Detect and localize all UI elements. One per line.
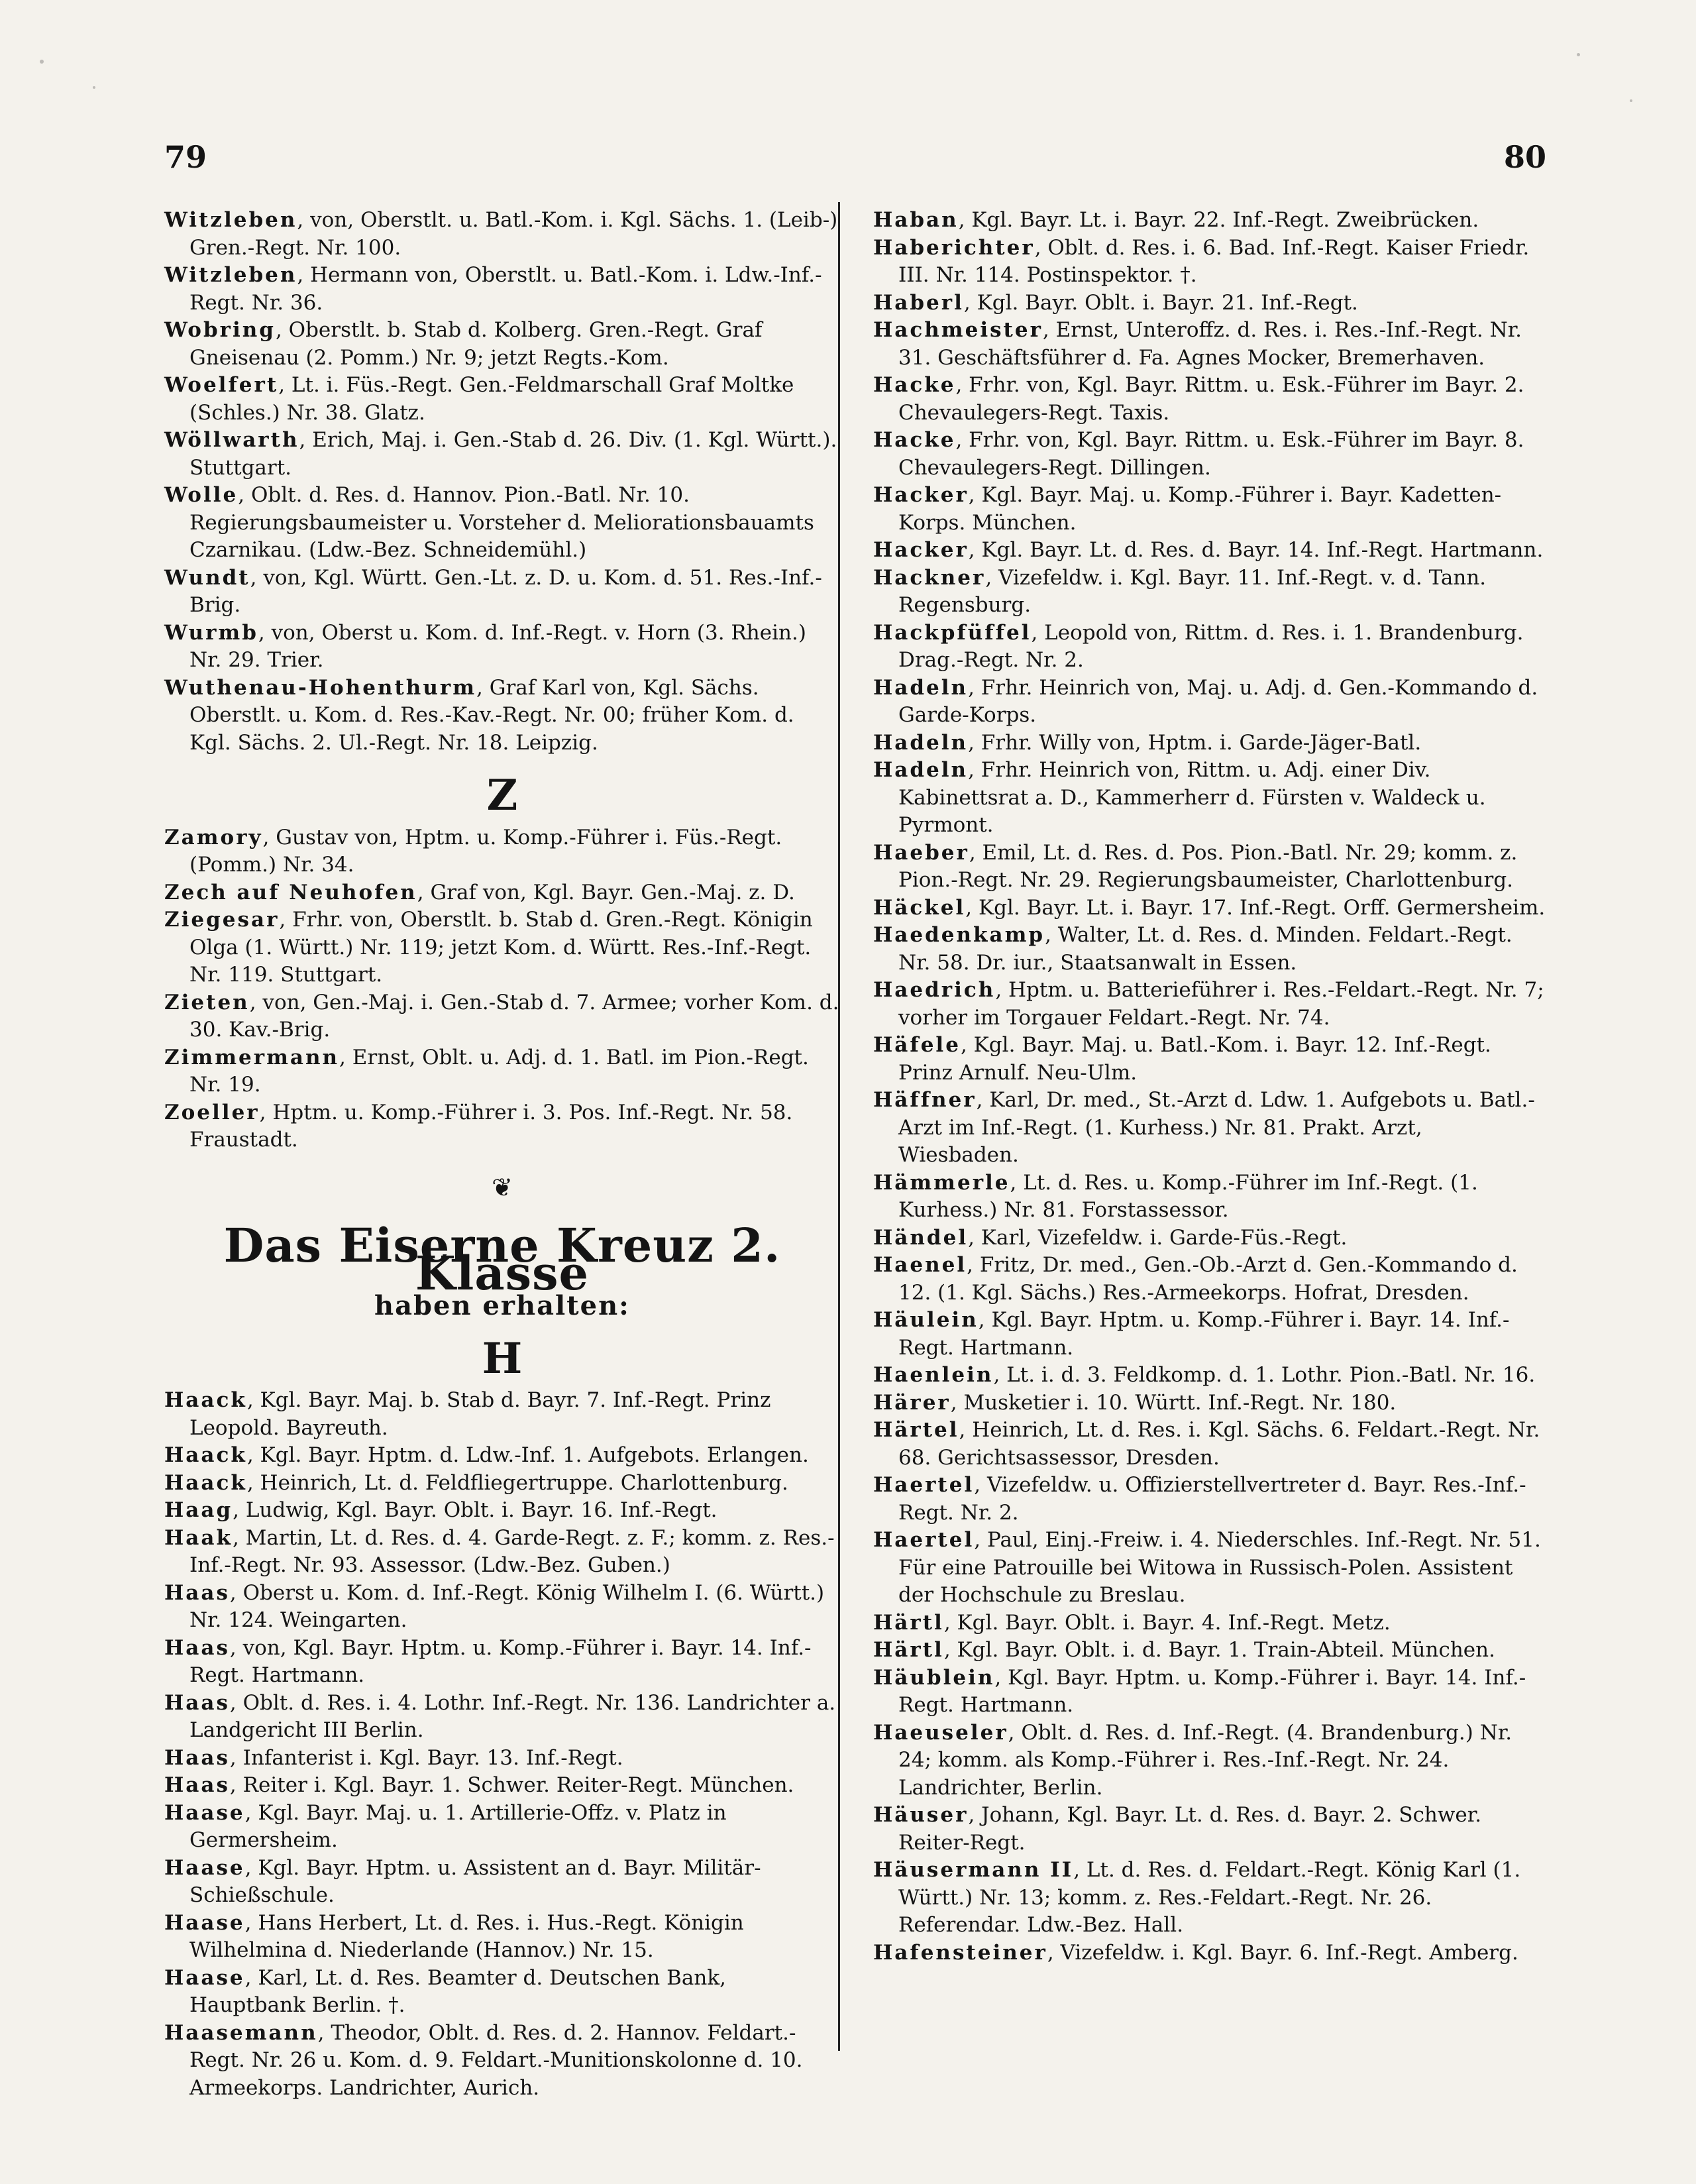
entry-text: , Kgl. Bayr. Lt. d. Res. d. Bayr. 14. Inf.-Regt. Hartmann. [968, 538, 1544, 562]
list-item [164, 675, 840, 757]
entry-name: Hämmerle [873, 1170, 1010, 1195]
list-item [164, 262, 840, 317]
list-item [873, 290, 1549, 317]
entry-name: Haak [164, 1525, 233, 1550]
list-item [873, 895, 1549, 922]
list-item [873, 207, 1549, 235]
entry-text: , Kgl. Bayr. Lt. i. Bayr. 22. Inf.-Regt. Zweibrücken. [958, 208, 1479, 232]
entry-name: Haedenkamp [873, 923, 1045, 947]
entry-name: Witzleben [164, 263, 297, 287]
entry-text: , Kgl. Bayr. Hptm. d. Ldw.-Inf. 1. Aufgebots. Erlangen. [246, 1443, 809, 1467]
list-item [164, 1387, 840, 1442]
list-item [164, 1965, 840, 2020]
entry-name: Härtel [873, 1418, 959, 1442]
entry-name: Haas [164, 1635, 230, 1660]
section-letter-z: Z [486, 771, 518, 820]
entry-name: Wundt [164, 565, 250, 590]
list-item [873, 1362, 1549, 1390]
list-item [873, 1252, 1549, 1307]
entry-text: , Frhr. von, Kgl. Bayr. Rittm. u. Esk.-Führer im Bayr. 8. Chevaulegers-Regt. Dillingen. [898, 428, 1524, 480]
entry-text: , Karl, Vizefeldw. i. Garde-Füs.-Regt. [968, 1225, 1348, 1250]
entry-name: Händel [873, 1225, 969, 1250]
entry-text: , Hermann von, Oberstlt. u. Batl.-Kom. i. Ldw.-Inf.-Regt. Nr. 36. [189, 263, 822, 315]
entry-text: , Oblt. d. Res. i. 4. Lothr. Inf.-Regt. Nr. 136. Landrichter a. Landgericht III Berlin. [189, 1690, 836, 1742]
list-item [873, 1472, 1549, 1527]
entry-name: Haenel [873, 1253, 967, 1277]
list-item [164, 482, 840, 565]
entry-name: Haas [164, 1745, 230, 1770]
list-item [873, 922, 1549, 977]
scan-speck [1630, 99, 1632, 102]
entry-text: , Fritz, Dr. med., Gen.-Ob.-Arzt d. Gen.-Kommando d. 12. (1. Kgl. Sächs.) Res.-Armeekorps. Hofrat, Dresden. [898, 1253, 1518, 1305]
entry-name: Ziegesar [164, 908, 280, 932]
list-item [164, 1044, 840, 1099]
entry-name: Haack [164, 1443, 247, 1467]
list-item [873, 1225, 1549, 1252]
entry-text: , von, Kgl. Württ. Gen.-Lt. z. D. u. Kom. d. 51. Res.-Inf.-Brig. [189, 565, 822, 617]
entry-name: Haban [873, 208, 959, 232]
list-item [164, 879, 840, 907]
list-item [873, 1637, 1549, 1665]
entry-text: , Lt. d. Res. d. Feldart.-Regt. König Karl (1. Württ.) Nr. 13; komm. z. Res.-Feldart.-Regt. Nr. 26. Referendar. Ldw.-Bez. Hall. [898, 1858, 1521, 1937]
list-item [873, 1390, 1549, 1417]
list-item [873, 675, 1549, 730]
entry-text: , Hptm. u. Komp.-Führer i. 3. Pos. Inf.-Regt. Nr. 58. Fraustadt. [189, 1100, 793, 1152]
entry-text: , Vizefeldw. i. Kgl. Bayr. 6. Inf.-Regt. Amberg. [1047, 1940, 1518, 1965]
ornament-icon: ❦ [492, 1172, 513, 1202]
list-item [873, 482, 1549, 537]
list-item [873, 372, 1549, 427]
list-item [873, 1857, 1549, 1939]
list-item [873, 977, 1549, 1032]
list-item [873, 730, 1549, 757]
entry-name: Haenlein [873, 1363, 994, 1387]
entry-text: , Frhr. Heinrich von, Rittm. u. Adj. einer Div. Kabinettsrat a. D., Kammerherr d. Fürsten v. Waldeck u. Pyrmont. [898, 758, 1486, 837]
list-item [164, 1690, 840, 1745]
entry-text: , Oblt. d. Res. i. 6. Bad. Inf.-Regt. Kaiser Friedr. III. Nr. 114. Postinspektor. †. [898, 235, 1530, 287]
entry-name: Haase [164, 1800, 245, 1825]
list-item [873, 427, 1549, 482]
list-item [873, 235, 1549, 290]
list-item [164, 565, 840, 620]
entry-text: , Frhr. Willy von, Hptm. i. Garde-Jäger-Batl. [968, 730, 1422, 755]
entry-text: , Erich, Maj. i. Gen.-Stab d. 26. Div. (1. Kgl. Württ.). Stuttgart. [189, 428, 837, 480]
entry-text: , Frhr. Heinrich von, Maj. u. Adj. d. Gen.-Kommando d. Garde-Korps. [898, 675, 1538, 727]
list-item [164, 1442, 840, 1470]
list-item [164, 1855, 840, 1910]
entry-name: Hacker [873, 483, 969, 507]
entry-name: Woelfert [164, 373, 279, 397]
entry-name: Häulein [873, 1308, 979, 1332]
entry-text: , Kgl. Bayr. Maj. u. 1. Artillerie-Offz. v. Platz in Germersheim. [189, 1800, 727, 1852]
entry-name: Haasemann [164, 2020, 318, 2045]
list-item [873, 840, 1549, 895]
list-item [873, 1032, 1549, 1087]
entry-list-z [164, 824, 840, 1154]
list-item [164, 1910, 840, 1965]
entry-name: Haag [164, 1498, 233, 1522]
entry-name: Haberichter [873, 235, 1035, 260]
list-item [873, 1802, 1549, 1857]
list-item [873, 1665, 1549, 1720]
section-letter-h: H [482, 1333, 523, 1384]
entry-name: Haeuseler [873, 1720, 1008, 1745]
entry-text: , Ernst, Oblt. u. Adj. d. 1. Batl. im Pion.-Regt. Nr. 19. [189, 1045, 809, 1097]
entry-list-h-left [164, 1387, 840, 2102]
entry-text: , Graf Karl von, Kgl. Sächs. Oberstlt. u. Kom. d. Res.-Kav.-Regt. Nr. 00; früher Kom. d. Kgl. Sächs. 2. Ul.-Regt. Nr. 18. Leipzig. [189, 675, 794, 755]
entry-text: , Lt. i. Füs.-Regt. Gen.-Feldmarschall Graf Moltke (Schles.) Nr. 38. Glatz. [189, 373, 794, 425]
entry-name: Witzleben [164, 208, 297, 232]
entry-text: , Frhr. von, Oberstlt. b. Stab d. Gren.-Regt. Königin Olga (1. Württ.) Nr. 119; jetzt Kom. d. Württ. Res.-Inf.-Regt. Nr. 119. Stuttgart. [189, 908, 813, 987]
entry-text: , Kgl. Bayr. Hptm. u. Assistent an d. Bayr. Militär-Schießschule. [189, 1855, 761, 1907]
entry-name: Zamory [164, 825, 263, 849]
entry-name: Haase [164, 1965, 245, 1990]
entry-text: , Lt. d. Res. u. Komp.-Führer im Inf.-Regt. (1. Kurhess.) Nr. 81. Forstassessor. [898, 1170, 1478, 1222]
entry-text: , Kgl. Bayr. Oblt. i. Bayr. 4. Inf.-Regt. Metz. [943, 1610, 1391, 1635]
entry-text: , von, Kgl. Bayr. Hptm. u. Komp.-Führer i. Bayr. 14. Inf.-Regt. Hartmann. [189, 1635, 812, 1687]
list-item [164, 372, 840, 427]
entry-text: , Infanterist i. Kgl. Bayr. 13. Inf.-Regt. [229, 1745, 623, 1770]
entry-text: , Kgl. Bayr. Maj. u. Batl.-Kom. i. Bayr. 12. Inf.-Regt. Prinz Arnulf. Neu-Ulm. [898, 1033, 1491, 1085]
list-item [873, 1610, 1549, 1637]
entry-text: , Kgl. Bayr. Lt. i. Bayr. 17. Inf.-Regt. Orff. Germersheim. [965, 895, 1546, 920]
list-item [873, 1087, 1549, 1170]
entry-name: Häfele [873, 1033, 961, 1057]
entry-text: , Oblt. d. Res. d. Hannov. Pion.-Batl. Nr. 10. Regierungsbaumeister u. Vorsteher d. Meliorationsbauamts Czarnikau. (Ldw.-Bez. Schneidemühl.) [189, 483, 814, 562]
list-item [164, 906, 840, 989]
entry-text: , Ernst, Unteroffz. d. Res. i. Res.-Inf.-Regt. Nr. 31. Geschäftsführer d. Fa. Agnes Mocker, Bremerhaven. [898, 318, 1522, 370]
entry-list-w [164, 207, 840, 757]
entry-text: , Heinrich, Lt. d. Feldfliegertruppe. Charlottenburg. [246, 1470, 788, 1495]
right-column [873, 207, 1549, 1967]
list-item [164, 1470, 840, 1498]
list-item [164, 317, 840, 372]
entry-text: , Emil, Lt. d. Res. d. Pos. Pion.-Batl. Nr. 29; komm. z. Pion.-Regt. Nr. 29. Regierungsbaumeister, Charlottenburg. [898, 840, 1518, 892]
list-item [164, 1772, 840, 1800]
section-subtitle: haben erhalten: [374, 1290, 630, 1321]
entry-name: Wöllwarth [164, 428, 299, 452]
list-item [873, 1417, 1549, 1472]
list-item [164, 427, 840, 482]
entry-text: , Oblt. d. Res. d. Inf.-Regt. (4. Brandenburg.) Nr. 24; komm. als Komp.-Führer i. Res.-Inf.-Regt. Nr. 24. Landrichter, Berlin. [898, 1720, 1512, 1800]
entry-text: , Kgl. Bayr. Maj. b. Stab d. Bayr. 7. Inf.-Regt. Prinz Leopold. Bayreuth. [189, 1388, 771, 1440]
entry-name: Zech auf Neuhofen [164, 880, 417, 904]
entry-text: , von, Oberst u. Kom. d. Inf.-Regt. v. Horn (3. Rhein.) Nr. 29. Trier. [189, 620, 806, 672]
entry-text: , von, Oberstlt. u. Batl.-Kom. i. Kgl. Sächs. 1. (Leib-) Gren.-Regt. Nr. 100. [189, 208, 838, 260]
entry-text: , Kgl. Bayr. Oblt. i. Bayr. 21. Inf.-Regt. [963, 290, 1358, 315]
entry-text: , Kgl. Bayr. Oblt. i. d. Bayr. 1. Train-Abteil. München. [943, 1638, 1495, 1662]
entry-list-h-right [873, 207, 1549, 1967]
entry-text: , Ludwig, Kgl. Bayr. Oblt. i. Bayr. 16. Inf.-Regt. [233, 1498, 717, 1522]
list-item [873, 1939, 1549, 1967]
entry-name: Wurmb [164, 620, 258, 645]
entry-name: Hadeln [873, 730, 969, 755]
entry-name: Haberl [873, 290, 964, 315]
entry-name: Haeber [873, 840, 969, 865]
entry-name: Zoeller [164, 1100, 260, 1124]
entry-name: Häckel [873, 895, 966, 920]
list-item [164, 1580, 840, 1635]
entry-text: , Vizefeldw. i. Kgl. Bayr. 11. Inf.-Regt. v. d. Tann. Regensburg. [898, 565, 1487, 617]
left-column [164, 207, 840, 2102]
scan-speck [40, 60, 44, 64]
entry-name: Haas [164, 1773, 230, 1797]
entry-text: , Gustav von, Hptm. u. Komp.-Führer i. Füs.-Regt. (Pomm.) Nr. 34. [189, 825, 782, 877]
list-item [164, 207, 840, 262]
entry-text: , von, Gen.-Maj. i. Gen.-Stab d. 7. Armee; vorher Kom. d. 30. Kav.-Brig. [189, 990, 839, 1042]
list-item [873, 537, 1549, 565]
list-item [164, 1525, 840, 1580]
entry-text: , Leopold von, Rittm. d. Res. i. 1. Brandenburg. Drag.-Regt. Nr. 2. [898, 620, 1524, 672]
entry-name: Wolle [164, 483, 238, 507]
entry-text: , Oberst u. Kom. d. Inf.-Regt. König Wilhelm I. (6. Württ.) Nr. 124. Weingarten. [189, 1580, 825, 1632]
entry-text: , Karl, Lt. d. Res. Beamter d. Deutschen Bank, Hauptbank Berlin. †. [189, 1965, 726, 2017]
entry-text: , Vizefeldw. u. Offizierstellvertreter d. Bayr. Res.-Inf.-Regt. Nr. 2. [898, 1473, 1526, 1525]
list-item [873, 757, 1549, 840]
list-item [164, 2020, 840, 2102]
entry-name: Häublein [873, 1665, 995, 1690]
entry-name: Haertel [873, 1473, 975, 1497]
list-item [164, 989, 840, 1044]
entry-text: , Karl, Dr. med., St.-Arzt d. Ldw. 1. Aufgebots u. Batl.-Arzt im Inf.-Regt. (1. Kurhess.) Nr. 81. Prakt. Arzt, Wiesbaden. [898, 1088, 1535, 1167]
entry-text: , Heinrich, Lt. d. Res. i. Kgl. Sächs. 6. Feldart.-Regt. Nr. 68. Gerichtsassessor, Dresden. [898, 1418, 1540, 1470]
list-item [164, 1497, 840, 1525]
list-item [164, 1635, 840, 1690]
scan-speck [1577, 53, 1580, 56]
entry-text: , Theodor, Oblt. d. Res. d. 2. Hannov. Feldart.-Regt. Nr. 26 u. Kom. d. 9. Feldart.-Munitionskolonne d. 10. Armeekorps. Landrichter, Aurich. [189, 2020, 803, 2100]
entry-text: , Johann, Kgl. Bayr. Lt. d. Res. d. Bayr. 2. Schwer. Reiter-Regt. [898, 1803, 1482, 1855]
entry-text: , Musketier i. 10. Württ. Inf.-Regt. Nr. 180. [950, 1390, 1397, 1415]
entry-name: Hacke [873, 428, 956, 452]
entry-name: Haase [164, 1910, 245, 1935]
entry-name: Haas [164, 1580, 230, 1605]
entry-name: Hadeln [873, 675, 969, 700]
entry-text: , Oberstlt. b. Stab d. Kolberg. Gren.-Regt. Graf Gneisenau (2. Pomm.) Nr. 9; jetzt Regts.-Kom. [189, 318, 763, 370]
list-item [873, 1720, 1549, 1802]
entry-name: Hackner [873, 565, 986, 590]
entry-name: Wuthenau-Hohenthurm [164, 675, 477, 700]
entry-text: , Martin, Lt. d. Res. d. 4. Garde-Regt. z. F.; komm. z. Res.-Inf.-Regt. Nr. 93. Assessor. (Ldw.-Bez. Guben.) [189, 1525, 835, 1577]
page-number-right: 80 [1504, 139, 1547, 175]
list-item [873, 317, 1549, 372]
list-item [873, 1527, 1549, 1610]
entry-text: , Walter, Lt. d. Res. d. Minden. Feldart.-Regt. Nr. 58. Dr. iur., Staatsanwalt in Essen. [898, 923, 1512, 975]
entry-text: , Hans Herbert, Lt. d. Res. i. Hus.-Regt. Königin Wilhelmina d. Niederlande (Hannov.) Nr. 15. [189, 1910, 744, 1962]
entry-name: Hachmeister [873, 318, 1043, 342]
entry-name: Haedrich [873, 978, 996, 1002]
list-item [873, 1170, 1549, 1225]
entry-text: , Reiter i. Kgl. Bayr. 1. Schwer. Reiter-Regt. München. [229, 1773, 794, 1797]
list-item [873, 620, 1549, 675]
list-item [164, 1099, 840, 1154]
entry-name: Haas [164, 1690, 230, 1715]
section-title: Das Eiserne Kreuz 2. Klasse [223, 1218, 781, 1301]
list-item [164, 1800, 840, 1855]
entry-name: Zimmermann [164, 1045, 340, 1069]
entry-text: , Hptm. u. Batterieführer i. Res.-Feldart.-Regt. Nr. 7; vorher im Torgauer Feldart.-Regt. Nr. 74. [898, 978, 1544, 1030]
entry-name: Härtl [873, 1638, 944, 1662]
entry-name: Häffner [873, 1088, 977, 1112]
entry-name: Haertel [873, 1528, 975, 1552]
entry-name: Häuser [873, 1803, 969, 1827]
entry-name: Hafensteiner [873, 1940, 1047, 1965]
entry-name: Haack [164, 1388, 247, 1412]
entry-name: Hackpfüffel [873, 620, 1032, 645]
entry-text: , Kgl. Bayr. Hptm. u. Komp.-Führer i. Bayr. 14. Inf.-Regt. Hartmann. [898, 1308, 1510, 1360]
entry-name: Hacker [873, 538, 969, 562]
entry-name: Haack [164, 1470, 247, 1495]
list-item [873, 1307, 1549, 1362]
entry-text: , Kgl. Bayr. Maj. u. Komp.-Führer i. Bayr. Kadetten-Korps. München. [898, 483, 1502, 535]
entry-name: Hacke [873, 373, 956, 397]
entry-text: , Paul, Einj.-Freiw. i. 4. Niederschles. Inf.-Regt. Nr. 51. Für eine Patrouille bei Witowa in Russisch-Polen. Assistent der Hochschule zu Breslau. [898, 1528, 1541, 1607]
scan-speck [93, 86, 95, 89]
entry-name: Haase [164, 1855, 245, 1880]
entry-name: Wobring [164, 318, 276, 342]
entry-text: , Kgl. Bayr. Hptm. u. Komp.-Führer i. Bayr. 14. Inf.-Regt. Hartmann. [898, 1665, 1526, 1717]
entry-text: , Lt. i. d. 3. Feldkomp. d. 1. Lothr. Pion.-Batl. Nr. 16. [993, 1363, 1536, 1387]
entry-name: Häusermann II [873, 1858, 1074, 1882]
entry-text: , Graf von, Kgl. Bayr. Gen.-Maj. z. D. [417, 880, 795, 904]
list-item [164, 620, 840, 675]
entry-name: Zieten [164, 990, 250, 1014]
entry-name: Härer [873, 1390, 951, 1415]
entry-name: Hadeln [873, 758, 969, 782]
entry-name: Härtl [873, 1610, 944, 1635]
entry-text: , Frhr. von, Kgl. Bayr. Rittm. u. Esk.-Führer im Bayr. 2. Chevaulegers-Regt. Taxis. [898, 373, 1524, 425]
list-item [873, 565, 1549, 620]
page-number-left: 79 [164, 139, 207, 175]
list-item [164, 824, 840, 879]
list-item [164, 1745, 840, 1773]
